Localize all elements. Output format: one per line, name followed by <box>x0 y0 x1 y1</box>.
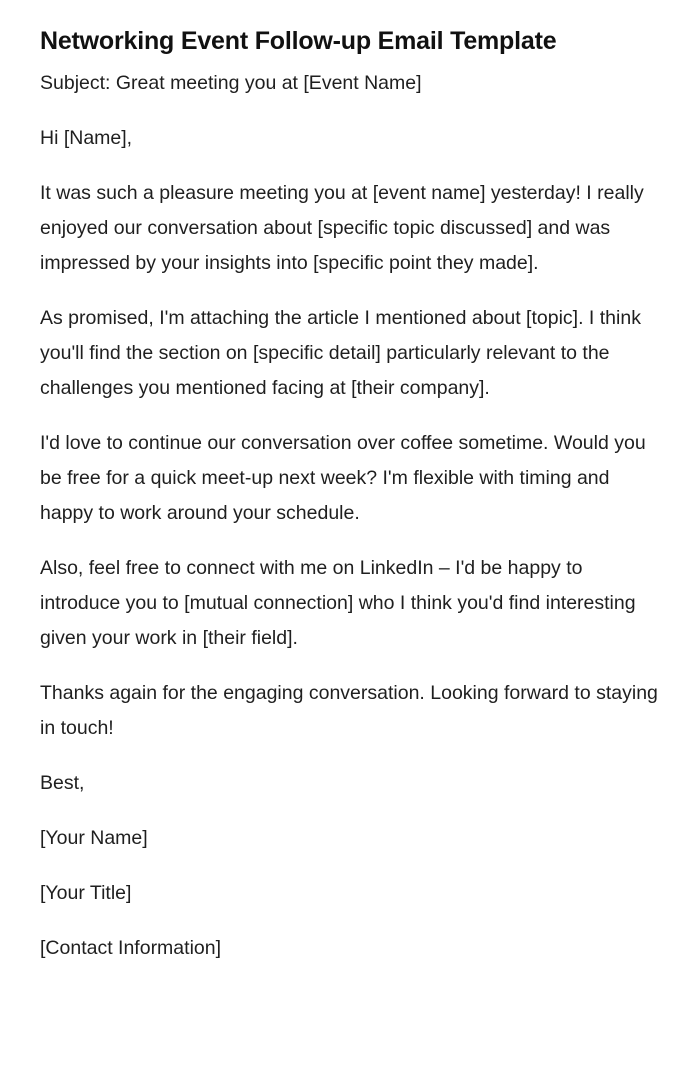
email-greeting: Hi [Name], <box>40 127 133 149</box>
body-paragraph-thanks: Thanks again for the engaging conversation. Looking forward to staying in touch! <box>40 682 658 739</box>
body-paragraph-coffee: I'd love to continue our conversation over coffee sometime. Would you be free for a quick meet-up next week? I'm flexible with timing and happy to work around your schedule. <box>40 432 646 524</box>
signature-name: [Your Name] <box>40 827 148 849</box>
body-paragraph-intro: It was such a pleasure meeting you at [event name] yesterday! I really enjoyed our conversation about [specific topic discussed] and was impressed by your insights into [specific point they made]. <box>40 182 644 274</box>
email-closing: Best, <box>40 772 85 794</box>
email-subject-line: Subject: Great meeting you at [Event Name] <box>40 72 422 94</box>
signature-title: [Your Title] <box>40 882 132 904</box>
body-paragraph-linkedin: Also, feel free to connect with me on LinkedIn – I'd be happy to introduce you to [mutual connection] who I think you'd find interesting given your work in [their field]. <box>40 557 636 649</box>
document-title: Networking Event Follow-up Email Template <box>40 27 557 55</box>
signature-contact: [Contact Information] <box>40 937 222 959</box>
body-paragraph-article: As promised, I'm attaching the article I mentioned about [topic]. I think you'll find the section on [specific detail] particularly relevant to the challenges you mentioned facing at [their company]. <box>40 307 641 399</box>
